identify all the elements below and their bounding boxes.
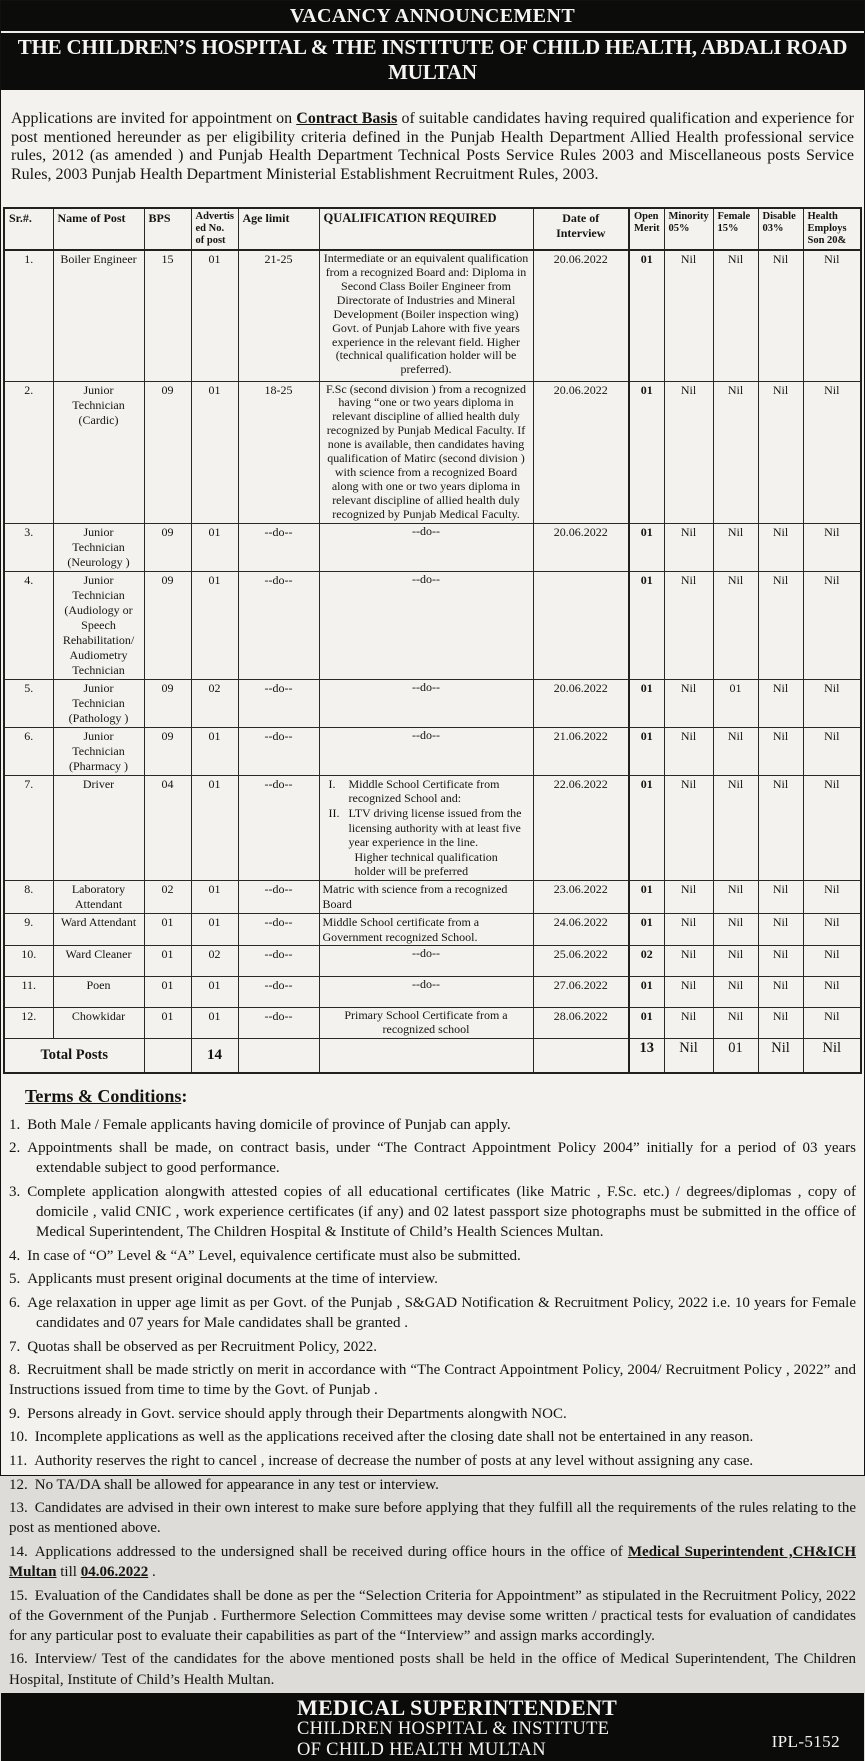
cell-open-merit: 01 [629,381,664,523]
cell-qualification [319,775,533,880]
cell-adv-posts: 01 [191,571,238,679]
cell-open-merit: 01 [629,571,664,679]
cell-qualification: Middle School certificate from a Government recognized School. [319,914,533,946]
cell-disable: Nil [758,946,803,977]
cell-bps: 09 [144,727,191,775]
cell-total-qual [319,1039,533,1073]
cell-qualification: F.Sc (second division ) from a recognized having “one or two years diploma in relevant discipline of allied health duly recognized by Punjab Medical Faculty. If none is available, then candidates having qualification of Matirc (second division ) with science from a recognized Board along with one or two years diploma in relevant discipline of allied health duly recognized by Punjab Medical Faculty. [319,381,533,523]
cell-bps: 09 [144,571,191,679]
cell-female: Nil [713,775,758,880]
cell-disable: Nil [758,977,803,1008]
list-text-2: LTV driving license issued from the licensing authority with at least five year experience in the line. [348,805,522,850]
cell-female: Nil [713,381,758,523]
cell-qualification: --do-- [319,679,533,727]
cell-open-merit: 02 [629,946,664,977]
cell-post-name: Laboratory Attendant [53,881,144,914]
cell-female: Nil [713,914,758,946]
cell-adv-posts: 01 [191,914,238,946]
signatory-title: MEDICAL SUPERINTENDENT [297,1695,618,1721]
cell-health-quota: Nil [803,250,861,381]
cell-female: 01 [713,679,758,727]
term-item-3: 3. Complete application alongwith attested copies of all educational certificates (like Matric , F.Sc. etc.) / degrees/diplomas , copy of domicile , valid CNIC , work experience certificates (if any) and 02 latest passport size photographs must be submitted in the office of Medical Superintendent, The Children Hospital & Institute of Child’s Health Sciences Multan. [9,1183,856,1241]
advert-ref-number: IPL-5152 [771,1732,840,1752]
cell-health-quota: Nil [803,914,861,946]
cell-total-minority: Nil [664,1039,713,1073]
cell-post-name: Ward Attendant [53,914,144,946]
cell-post-name: Junior Technician (Audiology or Speech Rehabilitation/ Audiometry Technician [53,571,144,679]
terms-heading [25,1084,856,1108]
cell-qualification: --do-- [319,727,533,775]
cell-adv-posts: 01 [191,523,238,571]
col-qualification: QUALIFICATION REQUIRED [319,208,533,250]
cell-disable: Nil [758,914,803,946]
cell-age-limit: --do-- [238,727,319,775]
cell-total-health: Nil [803,1039,861,1073]
list-roman-1: I. [328,776,336,791]
col-health-quota: Health Employs Son 20& [803,208,861,250]
intro-post: of suitable candidates having required qualification and experience for post mentioned hereunder as per eligibility criteria defined in the Punjab Health Department Allied Health professional service rules, 2012 (as amended ) and Punjab Health Department Technical Posts Service Rules 2003 and Miscellaneous posts Service Rules, 2003 Punjab Health Department Ministerial Establishment Recruitment Rules, 2003. [11,110,854,184]
cell-health-quota: Nil [803,775,861,880]
cell-post-name: Junior Technician (Cardic) [53,381,144,523]
cell-disable: Nil [758,775,803,880]
term-item-16: 16. Interview/ Test of the candidates for the above mentioned posts shall be held in the office of Medical Superintendent, The Children Hospital, Institute of Child’s Health Multan. [9,1651,856,1688]
cell-total-open-merit: 13 [629,1039,664,1073]
term-item-1: 1. Both Male / Female applicants having domicile of province of Punjab can apply. [9,1116,511,1133]
page-title: VACANCY ANNOUNCEMENT [289,5,576,27]
cell-interview-date: 20.06.2022 [533,523,629,571]
term-item-4: 4. In case of “O” Level & “A” Level, equivalence certificate must also be submitted. [9,1247,521,1264]
cell-minority: Nil [664,381,713,523]
cell-interview-date: 20.06.2022 [533,381,629,523]
terms-heading-colon: : [181,1085,188,1106]
cell-bps: 09 [144,679,191,727]
cell-female: Nil [713,727,758,775]
cell-post-name: Chowkidar [53,1008,144,1039]
cell-interview-date [533,571,629,679]
cell-disable: Nil [758,571,803,679]
table-header-row [4,208,861,250]
term-item-14: 14. Applications addressed to the undersigned shall be received during office hours in the office of Medical Superintendent ,CH&ICH Multan till 04.06.2022 . [9,1543,856,1581]
table-row-jt-pathology [4,679,861,727]
cell-health-quota: Nil [803,523,861,571]
term-item-6: 6. Age relaxation in upper age limit as per Govt. of the Punjab , S&GAD Notification & Recruitment Policy, 2022 i.e. 10 years for Female candidates and 07 years for Male candidates shall be granted . [9,1294,856,1332]
cell-adv-posts: 02 [191,679,238,727]
cell-age-limit: --do-- [238,775,319,880]
cell-age-limit: 21-25 [238,250,319,381]
intro-pre: Applications are invited for appointment on [11,110,297,127]
cell-interview-date: 20.06.2022 [533,679,629,727]
contract-basis-highlight: Contract Basis [296,110,398,127]
cell-disable: Nil [758,523,803,571]
col-sr: Sr.#. [4,208,53,250]
cell-age-limit: --do-- [238,914,319,946]
qual-extra-note: Higher technical qualification holder will be preferred [354,849,498,879]
cell-female: Nil [713,250,758,381]
cell-sr: 10. [4,946,53,977]
cell-sr: 1. [4,250,53,381]
cell-post-name: Junior Technician (Neurology ) [53,523,144,571]
posts-table [3,207,862,1074]
term-item-10: 10. Incomplete applications as well as the applications received after the closing date shall not be entertained in any reason. [9,1429,754,1446]
cell-age-limit: --do-- [238,881,319,914]
cell-open-merit: 01 [629,250,664,381]
cell-female: Nil [713,946,758,977]
table-row-jt-audiology [4,571,861,679]
table-row-boiler-engineer [4,250,861,381]
cell-sr: 2. [4,381,53,523]
cell-bps: 01 [144,946,191,977]
cell-age-limit: --do-- [238,571,319,679]
cell-qualification: --do-- [319,571,533,679]
cell-sr: 11. [4,977,53,1008]
terms-and-conditions-section [1,1074,864,1694]
table-row-driver [4,775,861,880]
cell-open-merit: 01 [629,914,664,946]
cell-health-quota: Nil [803,571,861,679]
term-item-12: 12. No TA/DA shall be allowed for appearance in any test or interview. [9,1476,439,1493]
cell-open-merit: 01 [629,727,664,775]
cell-health-quota: Nil [803,977,861,1008]
col-disable: Disable 03% [758,208,803,250]
cell-sr: 9. [4,914,53,946]
cell-interview-date: 27.06.2022 [533,977,629,1008]
table-row-jt-neurology [4,523,861,571]
cell-post-name: Boiler Engineer [53,250,144,381]
col-post-name: Name of Post [53,208,144,250]
cell-health-quota: Nil [803,1008,861,1039]
cell-bps: 01 [144,914,191,946]
signatory-org-line2: OF CHILD HEALTH MULTAN [297,1739,546,1760]
cell-post-name: Poen [53,977,144,1008]
table-row-lab-attendant [4,881,861,914]
footer-bar [1,1693,864,1761]
cell-open-merit: 01 [629,881,664,914]
cell-age-limit: --do-- [238,679,319,727]
table-row-chowkidar [4,1008,861,1039]
cell-minority: Nil [664,679,713,727]
cell-total-female: 01 [713,1039,758,1073]
cell-qualification: --do-- [319,946,533,977]
term-item-9: 9. Persons already in Govt. service should apply through their Departments alongwith NOC. [9,1405,567,1422]
cell-age-limit: 18-25 [238,381,319,523]
cell-adv-posts: 02 [191,946,238,977]
cell-interview-date: 25.06.2022 [533,946,629,977]
term-item-7: 7. Quotas shall be observed as per Recruitment Policy, 2022. [9,1338,378,1355]
cell-female: Nil [713,571,758,679]
cell-female: Nil [713,1008,758,1039]
cell-minority: Nil [664,727,713,775]
cell-adv-posts: 01 [191,775,238,880]
col-bps: BPS [144,208,191,250]
term-item-13: 13. Candidates are advised in their own interest to make sure before applying that they fulfill all the requirements of the rules relating to the post as mentioned above. [9,1500,856,1537]
cell-total-posts: 14 [191,1039,238,1073]
cell-age-limit: --do-- [238,977,319,1008]
cell-sr: 8. [4,881,53,914]
cell-interview-date: 22.06.2022 [533,775,629,880]
cell-total-date [533,1039,629,1073]
cell-minority: Nil [664,250,713,381]
col-minority: Minority 05% [664,208,713,250]
cell-interview-date: 28.06.2022 [533,1008,629,1039]
cell-disable: Nil [758,881,803,914]
table-row-ward-cleaner [4,946,861,977]
office-address-highlight: Medical Superintendent ,CH&ICH Multan [9,1543,856,1581]
cell-disable: Nil [758,727,803,775]
cell-post-name: Driver [53,775,144,880]
cell-total-label: Total Posts [4,1039,144,1073]
cell-bps: 09 [144,523,191,571]
intro-paragraph [1,106,864,191]
cell-adv-posts: 01 [191,727,238,775]
cell-total-disable: Nil [758,1039,803,1073]
cell-age-limit: --do-- [238,523,319,571]
cell-open-merit: 01 [629,977,664,1008]
cell-post-name: Junior Technician (Pharmacy ) [53,727,144,775]
col-age-limit: Age limit [238,208,319,250]
term-item-2: 2. Appointments shall be made, on contract basis, under “The Contract Appointment Policy 2004” initially for a period of 03 years extendable subject to good performance. [9,1140,856,1177]
cell-interview-date: 23.06.2022 [533,881,629,914]
signatory-org-line1: CHILDREN HOSPITAL & INSTITUTE [297,1719,610,1740]
cell-qualification: Intermediate or an equivalent qualification from a recognized Board and: Diploma in Second Class Boiler Engineer from Directorate of Industries and Mineral Development (Boiler inspection wing) Govt. of Punjab Lahore with five years experience in the relevant field. Higher (technical qualification holder will be preferred). [319,250,533,381]
cell-age-limit: --do-- [238,1008,319,1039]
col-female: Female 15% [713,208,758,250]
cell-adv-posts: 01 [191,1008,238,1039]
col-advertised-posts: Advertis ed No. of post [191,208,238,250]
cell-adv-posts: 01 [191,977,238,1008]
cell-bps: 02 [144,881,191,914]
cell-post-name: Junior Technician (Pathology ) [53,679,144,727]
cell-minority: Nil [664,977,713,1008]
cell-health-quota: Nil [803,946,861,977]
cell-adv-posts: 01 [191,381,238,523]
term-item-15: 15. Evaluation of the Candidates shall be done as per the “Selection Criteria for Appointment” as stipulated in the Recruitment Policy, 2022 of the Government of the Punjab . Furthermore Selection Committees may devise some written / practical tests for evaluation of candidates for any particular post to evaluate their capabilities as part of the “Interview” and assign marks accordingly. [9,1587,856,1644]
cell-health-quota: Nil [803,881,861,914]
cell-adv-posts: 01 [191,250,238,381]
cell-open-merit: 01 [629,523,664,571]
cell-open-merit: 01 [629,775,664,880]
title-bar [1,1,864,90]
cell-minority: Nil [664,523,713,571]
cell-sr: 7. [4,775,53,880]
cell-qualification: Primary School Certificate from a recognized school [319,1008,533,1039]
terms-heading-text: Terms & Conditions [25,1085,182,1106]
table-row-ward-attendant [4,914,861,946]
col-interview-date: Date of Interview [533,208,629,250]
list-text-1: Middle School Certificate from recognized School and: [348,776,500,806]
cell-minority: Nil [664,881,713,914]
cell-age-limit: --do-- [238,946,319,977]
cell-minority: Nil [664,571,713,679]
cell-bps: 09 [144,381,191,523]
page-subtitle: THE CHILDREN’S HOSPITAL & THE INSTITUTE OF CHILD HEALTH, ABDALI ROAD MULTAN [1,31,864,86]
cell-female: Nil [713,523,758,571]
cell-disable: Nil [758,679,803,727]
cell-health-quota: Nil [803,381,861,523]
cell-qualification: --do-- [319,977,533,1008]
cell-interview-date: 20.06.2022 [533,250,629,381]
cell-female: Nil [713,881,758,914]
cell-minority: Nil [664,946,713,977]
cell-health-quota: Nil [803,727,861,775]
cell-sr: 4. [4,571,53,679]
table-row-jt-cardic [4,381,861,523]
cell-bps: 15 [144,250,191,381]
list-roman-2: II. [328,805,340,820]
qual-list-item-2 [323,806,530,850]
cell-bps: 04 [144,775,191,880]
cell-bps: 01 [144,977,191,1008]
cell-minority: Nil [664,1008,713,1039]
cell-sr: 6. [4,727,53,775]
table-row-poen [4,977,861,1008]
term-item-11: 11. Authority reserves the right to cancel , increase of decrease the number of posts at any level without assigning any case. [9,1453,754,1470]
cell-post-name: Ward Cleaner [53,946,144,977]
signature-block [297,1696,617,1761]
cell-adv-posts: 01 [191,881,238,914]
cell-sr: 3. [4,523,53,571]
cell-disable: Nil [758,250,803,381]
cell-open-merit: 01 [629,1008,664,1039]
col-open-merit: Open Merit [629,208,664,250]
cell-disable: Nil [758,1008,803,1039]
qual-list-item-1 [323,777,530,806]
term-item-5: 5. Applicants must present original documents at the time of interview. [9,1271,438,1288]
cell-minority: Nil [664,914,713,946]
closing-date-highlight: 04.06.2022 [80,1564,149,1581]
cell-female: Nil [713,977,758,1008]
cell-interview-date: 21.06.2022 [533,727,629,775]
cell-qualification: --do-- [319,523,533,571]
table-row-jt-pharmacy [4,727,861,775]
cell-open-merit: 01 [629,679,664,727]
cell-total-bps [144,1039,191,1073]
cell-qualification: Matric with science from a recognized Board [319,881,533,914]
table-total-row [4,1039,861,1073]
cell-total-age [238,1039,319,1073]
cell-health-quota: Nil [803,679,861,727]
term-item-8: 8. Recruitment shall be made strictly on merit in accordance with “The Contract Appointment Policy, 2004/ Recruitment Policy , 2022” and Instructions issued from time to time by the Govt. of Punjab . [9,1362,856,1399]
cell-bps: 01 [144,1008,191,1039]
cell-minority: Nil [664,775,713,880]
cell-sr: 5. [4,679,53,727]
cell-interview-date: 24.06.2022 [533,914,629,946]
cell-disable: Nil [758,381,803,523]
cell-sr: 12. [4,1008,53,1039]
